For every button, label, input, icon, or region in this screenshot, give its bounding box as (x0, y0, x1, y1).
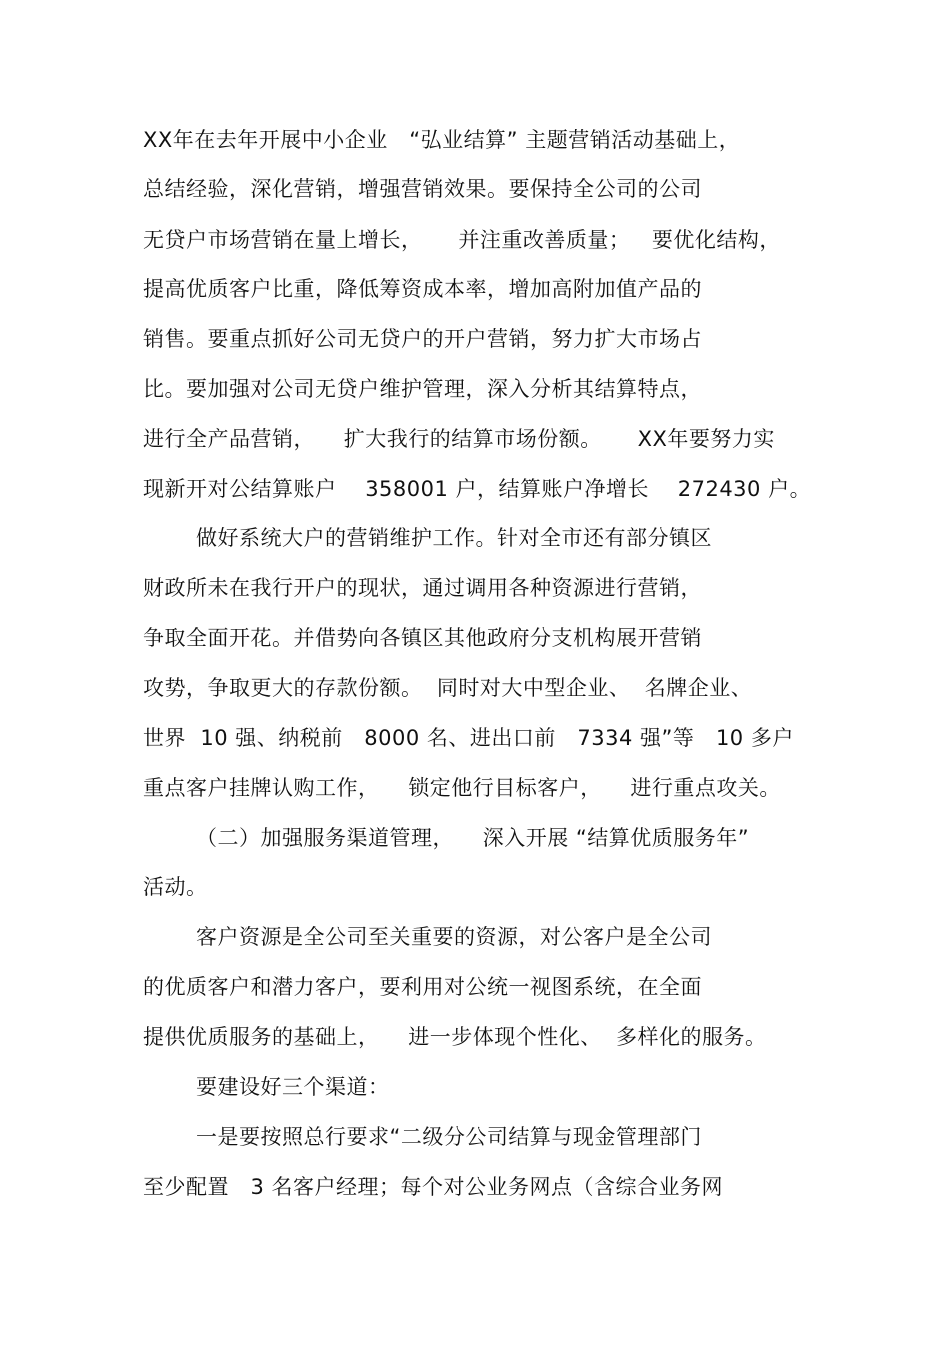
paragraph-line: 提供优质服务的基础上， 进一步体现个性化、 多样化的服务。 (143, 1025, 767, 1049)
paragraph-line: 做好系统大户的营销维护工作。针对全市还有部分镇区 (196, 526, 712, 550)
paragraph-line: 至少配置 3 名客户经理；每个对公业务网点（含综合业务网 (143, 1175, 724, 1199)
paragraph-line: 世界 10 强、纳税前 8000 名、进出口前 7334 强”等 10 多户 (143, 726, 794, 750)
paragraph-line: 要建设好三个渠道： (196, 1075, 390, 1099)
paragraph-line: 销售。要重点抓好公司无贷户的开户营销，努力扩大市场占 (143, 327, 702, 351)
paragraph-line: 一是要按照总行要求“二级分公司结算与现金管理部门 (196, 1125, 702, 1149)
paragraph-line: 财政所未在我行开户的现状，通过调用各种资源进行营销， (143, 576, 702, 600)
paragraph-line: 无贷户市场营销在量上增长， 并注重改善质量； 要优化结构， (143, 228, 781, 252)
paragraph-line: 客户资源是全公司至关重要的资源，对公客户是全公司 (196, 925, 712, 949)
paragraph-line: XX年在去年开展中小企业 “弘业结算” 主题营销活动基础上， (143, 128, 741, 152)
paragraph-line: 提高优质客户比重，降低筹资成本率，增加高附加值产品的 (143, 277, 702, 301)
paragraph-line: 现新开对公结算账户 358001 户，结算账户净增长 272430 户。 (143, 477, 812, 501)
paragraph-line: 比。要加强对公司无贷户维护管理，深入分析其结算特点， (143, 377, 702, 401)
paragraph-line: 争取全面开花。并借势向各镇区其他政府分支机构展开营销 (143, 626, 702, 650)
paragraph-line: 进行全产品营销， 扩大我行的结算市场份额。 XX年要努力实 (143, 427, 775, 451)
paragraph-line: 重点客户挂牌认购工作， 锁定他行目标客户， 进行重点攻关。 (143, 776, 781, 800)
paragraph-line: 的优质客户和潜力客户，要利用对公统一视图系统，在全面 (143, 975, 702, 999)
paragraph-line: 活动。 (143, 875, 208, 899)
section-heading: （二）加强服务渠道管理， 深入开展 “结算优质服务年” (196, 826, 750, 850)
paragraph-line: 总结经验，深化营销，增强营销效果。要保持全公司的公司 (143, 177, 702, 201)
paragraph-line: 攻势，争取更大的存款份额。 同时对大中型企业、 名牌企业、 (143, 676, 753, 700)
